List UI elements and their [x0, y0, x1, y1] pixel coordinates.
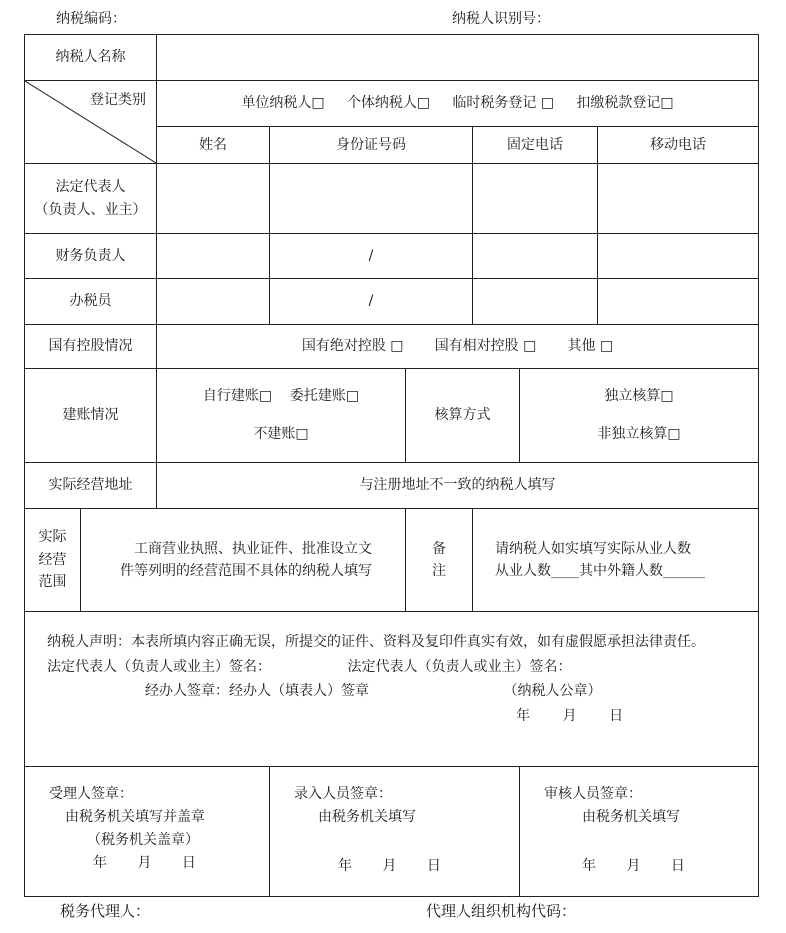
scope-label-3: 范围 [38, 574, 67, 591]
state-holding-label: 国有控股情况 [25, 325, 157, 369]
taxpayer-id-label: 纳税人识别号： [452, 11, 550, 27]
scope-note-line1: 工商营业执照、执业证件、批准设立文 [134, 540, 372, 557]
declaration-block [25, 612, 759, 767]
finance-head-label: 财务负责人 [25, 234, 157, 279]
category-unit-checkbox[interactable]: 单位纳税人□ [241, 95, 325, 112]
auditor-year: 年 [582, 858, 596, 875]
legal-rep-landline-field[interactable] [473, 164, 598, 234]
remarks-line1: 请纳税人如实填写实际从业人数 [495, 540, 691, 557]
auditor-line1: 由税务机关填写 [582, 809, 680, 826]
entry-date [294, 829, 519, 878]
state-absolute-checkbox[interactable]: 国有绝对控股 □ [301, 338, 404, 355]
receiver-year: 年 [93, 855, 107, 872]
state-holding-options [157, 325, 759, 369]
tax-officer-name-field[interactable] [157, 279, 270, 325]
auditor-month: 月 [626, 858, 641, 875]
agent-org-code-label: 代理人组织机构代码： [426, 902, 577, 920]
accounting-label: 核算方式 [406, 369, 520, 463]
declaration-sign-2[interactable]: 法定代表人（负责人或业主）签名： [347, 658, 572, 675]
state-relative-checkbox[interactable]: 国有相对控股 □ [434, 338, 537, 355]
address-label: 实际经营地址 [25, 463, 157, 509]
receiver-line1: 由税务机关填写并盖章 [65, 809, 205, 826]
bookkeeping-none-checkbox[interactable]: 不建账□ [253, 425, 309, 442]
scope-field[interactable] [81, 509, 406, 612]
remarks-field[interactable] [473, 509, 759, 612]
legal-rep-label [25, 164, 157, 234]
scope-note-line2: 件等列明的经营范围不具体的纳税人填写 [120, 563, 372, 579]
legal-rep-name-field[interactable] [157, 164, 270, 234]
taxpayer-name-label: 纳税人名称 [25, 35, 157, 81]
entry-line1: 由税务机关填写 [318, 809, 416, 826]
col-header-name: 姓名 [157, 127, 270, 164]
col-header-mobile: 移动电话 [598, 127, 759, 164]
category-label: 登记类别 [90, 92, 146, 108]
legal-rep-label-line2: （负责人、业主） [34, 201, 147, 218]
col-header-landline: 固定电话 [473, 127, 598, 164]
legal-rep-label-line1: 法定代表人 [55, 179, 126, 196]
auditor-day: 日 [670, 858, 685, 875]
scope-label-1: 实际 [38, 529, 67, 546]
receiver-sign-block[interactable] [25, 767, 270, 897]
date-month: 月 [562, 707, 577, 724]
taxpayer-seal: （纳税人公章） [503, 683, 602, 699]
declaration-sign-1[interactable]: 法定代表人（负责人或业主）签名： [47, 658, 271, 675]
finance-head-mobile-field[interactable] [598, 234, 759, 279]
bookkeeping-self-checkbox[interactable]: 自行建账□ [202, 387, 273, 404]
legal-rep-mobile-field[interactable] [598, 164, 759, 234]
tax-agent-label: 税务代理人： [60, 902, 151, 920]
remarks-label [406, 509, 473, 612]
remarks-line2: 从业人数____其中外籍人数______ [495, 563, 705, 579]
declaration-statement: 纳税人声明：本表所填内容正确无误，所提交的证件、资料及复印件真实有效，如有虚假愿承担法律责任。 [47, 634, 705, 650]
scope-label [25, 509, 81, 612]
receiver-label: 受理人签章： [49, 786, 133, 802]
category-individual-checkbox[interactable]: 个体纳税人□ [346, 95, 431, 112]
bookkeeping-entrusted-checkbox[interactable]: 委托建账□ [289, 387, 360, 404]
finance-head-landline-field[interactable] [473, 234, 598, 279]
bookkeeping-label: 建账情况 [25, 369, 157, 463]
tax-officer-landline-field[interactable] [473, 279, 598, 325]
receiver-line2: （税务机关盖章） [87, 832, 199, 849]
tax-officer-id-slash: / [270, 279, 473, 325]
tax-officer-mobile-field[interactable] [598, 279, 759, 325]
bookkeeping-options [157, 369, 406, 463]
entry-year: 年 [338, 858, 352, 875]
taxpayer-code-label: 纳税编码： [56, 11, 126, 27]
auditor-label: 审核人员签章： [544, 786, 642, 802]
category-withholding-checkbox[interactable]: 扣缴税款登记□ [576, 95, 674, 112]
finance-head-id-slash: / [270, 234, 473, 279]
entry-label: 录入人员签章： [294, 786, 392, 802]
taxpayer-name-field[interactable] [157, 35, 759, 81]
tax-officer-label: 办税员 [25, 279, 157, 325]
accounting-non-independent-checkbox[interactable]: 非独立核算□ [597, 425, 681, 442]
date-day: 日 [609, 707, 624, 724]
state-other-checkbox[interactable]: 其他 □ [567, 338, 614, 355]
entry-sign-block[interactable] [270, 767, 520, 897]
legal-rep-id-field[interactable] [270, 164, 473, 234]
auditor-date [544, 829, 758, 878]
receiver-date [49, 852, 269, 875]
remarks-label-2: 注 [432, 563, 446, 579]
address-field[interactable]: 与注册地址不一致的纳税人填写 [157, 463, 759, 509]
finance-head-name-field[interactable] [157, 234, 270, 279]
category-temporary-checkbox[interactable]: 临时税务登记 □ [452, 95, 555, 112]
declaration-date[interactable] [47, 704, 746, 729]
auditor-sign-block[interactable] [520, 767, 759, 897]
scope-label-2: 经营 [38, 551, 67, 568]
category-options [157, 81, 759, 127]
agent-sign[interactable]: 经办人签章：经办人（填表人）签章 [145, 683, 369, 699]
category-diagonal-cell [25, 81, 157, 164]
accounting-options [520, 369, 759, 463]
accounting-independent-checkbox[interactable]: 独立核算□ [604, 387, 674, 404]
receiver-day: 日 [181, 855, 196, 872]
remarks-label-1: 备 [432, 540, 446, 557]
entry-month: 月 [382, 858, 397, 875]
registration-form [24, 34, 759, 897]
receiver-month: 月 [137, 855, 152, 872]
col-header-id-number: 身份证号码 [270, 127, 473, 164]
date-year: 年 [516, 707, 531, 724]
entry-day: 日 [426, 858, 441, 875]
